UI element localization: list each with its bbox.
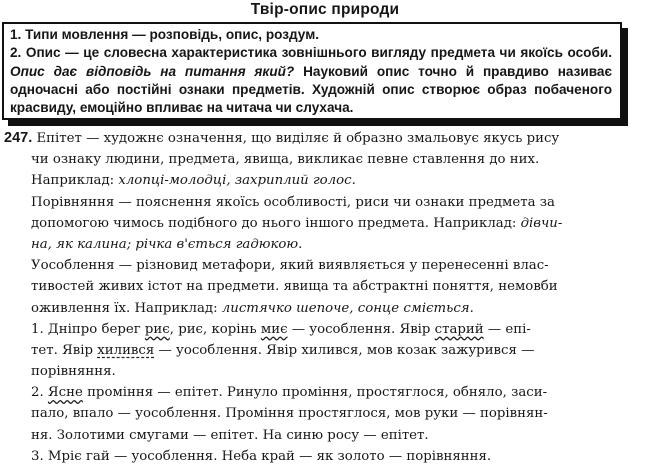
text-line (4, 213, 638, 234)
text-line: тивостей живих істот на предмети. явища та абстрактні поняття, немовби (31, 279, 558, 295)
underlined-word: риє (144, 321, 170, 337)
line-text: — уособлення. Явір хилився, мов козак зажурився — (154, 342, 535, 358)
underlined-word: миє (260, 321, 288, 337)
line-text: 1. Дніпро берег (31, 321, 145, 337)
text-line: ня. Золотими смугами — епітет. На синю росу — епітет. (31, 427, 429, 443)
line-text: — епі- (483, 321, 531, 337)
example-text: хлопці-молодці, захриплий голос. (118, 173, 356, 189)
text-line: Порівняння — пояснення якоїсь особливості, риси чи ознаки предмета за (31, 194, 555, 210)
line-text: допомогою чимось подібного до нього іншого предмета. Наприклад: (31, 215, 521, 231)
text-line (4, 382, 638, 403)
exercise-block (4, 128, 638, 467)
line-text: Наприклад: (31, 173, 119, 189)
theory-text: 2. Опис — це словесна характеристика зовнішнього вигляду предмета чи якоїсь особи. (10, 45, 612, 61)
line-text: оживлення їх. Наприклад: (31, 300, 222, 316)
theory-point-2 (10, 44, 612, 117)
underlined-word: старий (434, 321, 484, 337)
example-text: дівчи- (520, 215, 563, 231)
text-line: Уособлення — різновид метафори, який виявляється у перенесенні влас- (31, 258, 549, 274)
text-line: порівняння. (31, 364, 116, 380)
theory-box (2, 22, 622, 120)
line-text: 2. (31, 385, 48, 401)
underlined-word: хилився (97, 342, 155, 358)
text-line (4, 340, 638, 361)
example-text: листячко шепоче, сонце сміється. (221, 300, 474, 316)
underlined-word: Ясне (47, 385, 83, 401)
text-line: 3. Мріє гай — уособлення. Неба край — як золото — порівняння. (31, 448, 492, 464)
line-text: — уособлення. Явір (287, 321, 435, 337)
theory-text-italic: Опис дає відповідь на питання який? (10, 63, 295, 79)
line-text: Епітет — художнє означення, що виділяє й образно змальовує якусь рису (32, 131, 560, 146)
line-text: тет. Явір (31, 342, 98, 358)
line-text: , риє, корінь (169, 321, 261, 337)
exercise-number: 247. (4, 130, 33, 146)
text-line (4, 128, 638, 149)
theory-point-1: 1. Типи мовлення — розповідь, опис, роздум. (10, 27, 320, 42)
text-line: чи ознаку людини, предмета, явища, викликає певне ставлення до них. (31, 152, 540, 168)
theory-text: Науковий опис точно й правдиво називає одночасні або постійні ознаки предметів. Художній опис створює образ побаченого красвиду, емоційно впливає на читача чи слухача. (10, 63, 612, 116)
text-line (4, 170, 638, 191)
section-title: Твір-опис природи (250, 1, 400, 18)
line-text: проміння — епітет. Ринуло проміння, простяглося, обняло, заси- (82, 385, 548, 401)
text-line (4, 298, 638, 319)
text-line: пало, впало — уособлення. Проміння простяглося, мов руки — порівнян- (31, 406, 548, 422)
text-line: на, як калина; річка в'ється гадюкою. (31, 236, 303, 252)
text-line (4, 319, 638, 340)
